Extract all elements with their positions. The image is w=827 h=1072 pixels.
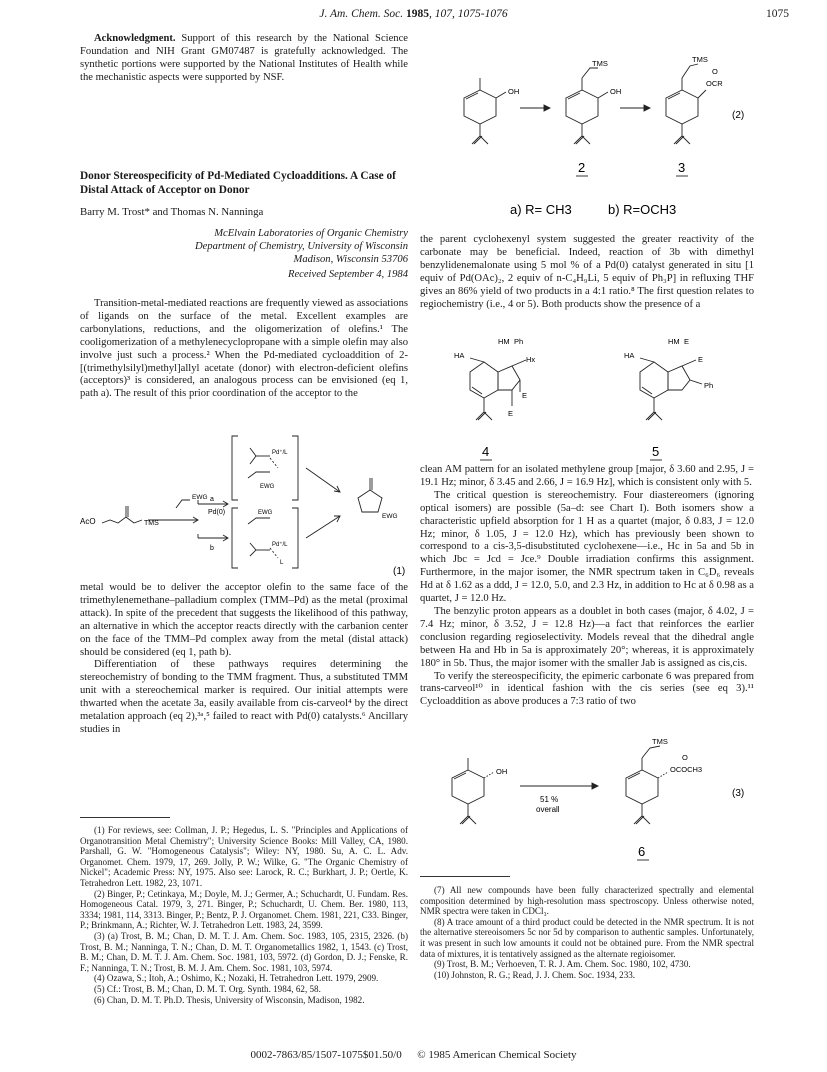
eq3-ococh3-label: OCOCH3 (670, 765, 703, 774)
affiliation-line-1: McElvain Laboratories of Organic Chemistry (214, 227, 408, 239)
running-header (0, 8, 827, 20)
footnote-6: (6) Chan, D. M. T. Ph.D. Thesis, University of Wisconsin, Madison, 1982. (94, 994, 365, 1005)
footnote-10: (10) Johnston, R. G.; Read, J. J. Chem. Soc. 1934, 233. (434, 969, 636, 980)
scheme-eq2 (420, 52, 754, 230)
eq1-path-b: b (210, 545, 214, 552)
eq3-o-label: O (682, 753, 688, 762)
eq2-compound-2: 2 (578, 160, 586, 175)
footnotes-left (80, 825, 408, 1005)
right-paragraph-1: the parent cyclohexenyl system suggested the greater reactivity of the carbonate may be beneficial. Indeed, reaction of 3b with dimethyl benzylidenemalonate using 5 mol % of a Pd(0) catalyst generated in situ [1 equiv of Pd(OAc)₂, 2 equiv of n-C₄H₉Li, 5 equiv of Ph₃P] in refluxing THF gives an 86% yield of two products in a 4:1 ratio.⁸ The first question relates to regiochemistry (i.e., 4 or 5). Both products show the presence of a (420, 234, 754, 310)
body-paragraph-1: Transition-metal-mediated reactions are frequently viewed as associations of ligands on the surface of the metal. Excellent examples are carbonylations, reductions, and the oligomerization of olefins.¹ The cooligomerization of a methylenecyclopropane with a simple olefin may also involve just such a process.² When the Pd-mediated cycloaddition of 2-[(trimethylsilyl)methyl]allyl acetate (donor) with electron-deficient olefins (acceptors)³ is considered, an analogous process can be envisioned (eq 1, path a). The result of this prior coordination of the acceptor to the (80, 298, 408, 400)
eq2-tms-label-2: TMS (592, 59, 608, 68)
footnote-4: (4) Ozawa, S.; Itoh, A.; Oshimo, K.; Nozaki, H. Tetrahedron Lett. 1979, 2909. (94, 973, 379, 984)
footnote-2: (2) Binger, P.; Cetinkaya, M.; Doyle, M. J.; Germer, A.; Schuchardt, U. Fundam. Res. Homogeneous Catal. 1979, 3, 271. Binger, P.; Schuchardt, U. Chem. Ber. 1980, 113, 3334; 1981, 114, 3313. Binger, P.; Bentz, P. J. Organomet. Chem. 1981, 221, C33. Binger, P.; Brinkmann, A.; Richter, W. J. Tetrahedron Lett. 1983, 24, 3599. (80, 888, 408, 931)
footnote-rule-right (420, 876, 510, 877)
journal-volume-pages: , 107, 1075-1076 (429, 8, 508, 20)
acknowledgment (80, 33, 408, 85)
scheme-products-4-5 (420, 332, 754, 464)
right-paragraph-5: To verify the stereospecificity, the epimeric carbonate 6 was prepared from trans-carveol¹⁰ in identical fashion with the cis series (see eq 3).¹¹ Cycloaddition as above produces a 7:3 ratio of two (420, 670, 754, 708)
eq1-ewg-label-a: EWG (260, 484, 275, 490)
page-footer (0, 1049, 827, 1061)
eq1-number: (1) (393, 566, 406, 577)
eq1-tms-label: TMS (144, 520, 159, 527)
eq2-tms-label-3: TMS (692, 55, 708, 64)
product4-hm: HM (498, 337, 510, 346)
journal-name: J. Am. Chem. Soc. (319, 8, 404, 20)
product-compound-4: 4 (482, 444, 490, 459)
eq1-ewg-label-product: EWG (382, 513, 398, 520)
ack-lead: Acknowledgment. (94, 33, 176, 44)
eq2-option-b: b) R=OCH3 (608, 202, 677, 217)
product4-hx: Hx (526, 355, 536, 364)
ack-text: Support of this research by the National Science Foundation and NIH Grant GM07487 is gratefully acknowledged. The synthetic portions were supported by the National Institutes of Health while the mechanistic aspects were supported by NSF. (80, 33, 408, 83)
right-paragraph-2: clean AM pattern for an isolated methylene group [major, δ 3.60 and 2.95, J = 19.1 Hz; minor, δ 3.45 and 2.66, J = 16.9 Hz], which is consistent only with 5. (420, 464, 754, 488)
footer-code: 0002-7863/85/1507-1075$01.50/0 (250, 1049, 402, 1061)
eq2-oh-label-1: OH (508, 87, 520, 96)
received-date: Received September 4, 1984 (287, 268, 408, 280)
eq1-pd-complex-b: Pd⁺/L (272, 542, 288, 548)
eq3-number: (3) (732, 788, 745, 799)
article-authors: Barry M. Trost* and Thomas N. Nanninga (80, 206, 264, 218)
eq2-ester-ocr: OCR (706, 79, 723, 88)
footer-copyright: © 1985 American Chemical Society (417, 1049, 577, 1061)
right-paragraph-4: The benzylic proton appears as a doublet in both cases (major, δ 4.02, J = 7.4 Hz; minor, δ 3.52, J = 12.8 Hz)—a fact that reinforces the earlier conclusion regarding regioselectivity. Models reveal that the dihedral angle between Ha and Hb in 5a is approximately 20°; whereas, it is approximately 180° in 5b. Thus, the major isomer with the smaller Jab is assigned as cis,cis. (420, 605, 754, 669)
eq2-number: (2) (732, 110, 745, 121)
eq1-ewg-label-start: EWG (192, 494, 208, 501)
eq1-ligand-label: L (280, 560, 284, 566)
body-paragraph-2: metal would be to deliver the acceptor olefin to the same face of the trimethylenemethane–palladium complex (TMM–Pd) as the metal (proximal attack). In spite of the precedent that suggests the likelihood of this pathway, an alternative in which the acceptor reacts directly with the carbanion center on the face of the TMM–Pd complex away from the metal (distal attack) should be considered (eq 1, path b). Differentiation of these pathways requires determining the stereochemistry of bonding to the TMM fragment. Thus, a substituted TMM unit with a stereochemical marker is required. Our initial attempts were thwarted when the acetate 3a, easily available from cis-carveol⁴ by the direct metalation approach (eq 2),³ᵃ,⁵ failed to react with Pd(0) catalysts.⁶ Ancillary studies in (80, 582, 408, 735)
body-paragraph-3: Differentiation of these pathways requires determining the stereochemistry of bonding to the TMM fragment. Thus, a substituted TMM unit with a stereochemical marker is required. Our initial attempts were thwarted when the acetate 3a, easily available from cis-carveol⁴ by the direct metalation approach (eq 2),³ᵃ,⁵ failed to react with Pd(0) catalysts.⁶ Ancillary studies in (80, 659, 408, 735)
eq1-pd0-label: Pd(0) (208, 509, 226, 516)
eq2-ester-o: O (712, 67, 718, 76)
footnotes-right (420, 885, 754, 980)
footnote-8: (8) A trace amount of a third product could be detected in the NMR spectrum. It is not the alternative stereoisomers 5c nor 5d by comparison to authentic samples. Unfortunately, it was present in such low amounts it could not be obtained pure. From the NMR spectral data of mixtures, it is tentatively assigned as the alternate regioisomer. (420, 916, 754, 959)
eq3-tms-label: TMS (652, 737, 668, 746)
footnote-9: (9) Trost, B. M.; Verhoeven, T. R. J. Am. Chem. Soc. 1980, 102, 4730. (434, 959, 691, 970)
scheme-eq3 (420, 737, 754, 864)
product4-ph: Ph (514, 337, 524, 346)
scheme-eq1 (80, 428, 408, 578)
eq1-pd-complex-a: Pd⁺/L (272, 450, 288, 456)
product5-ha: HA (624, 351, 635, 360)
affiliation-line-2: Department of Chemistry, University of Wisconsin (194, 240, 408, 252)
right-paragraph-3: The critical question is stereochemistry. Four diastereomers (ignoring optical isomers) are possible (5a–d: see Chart I). Both isomers show a characteristic upfield absorption for 1 H as a quartet (major, δ 0.83, J = 12.0 Hz; minor, δ 1.05, J = 12.0 Hz), which has previously been shown to correspond to a cis-3,5-disubstituted cyclohexene—i.e., Hc in 5a and 5b in which Jbc = Jcd = Jce.⁹ Double irradiation confirms this assignment. Furthermore, in the major isomer, the NMR spectrum taken in C₆D₆ reveals Hd at δ 1.62 as a ddd, J = 12.0, 5.0, and 2.3 Hz, in addition to Hc at δ 0.98 as a quartet, J = 12.0 Hz. (420, 489, 754, 605)
product5-e-2: E (698, 355, 704, 364)
eq1-ewg-label-b: EWG (258, 510, 273, 516)
footnote-3: (3) (a) Trost, B. M.; Chan, D. M. T. J. Am. Chem. Soc. 1983, 105, 2315, 2326. (b) Trost, B. M.; Nanninga, T. N.; Chan, D. M. T. Organometallics 1982, 1, 1543. (c) Trost, B. M.; Chan, D. M. T. J. Am. Chem. Soc. 1981, 103, 5972. (d) Gordon, D. J.; Fenske, R. F.; Nanninga, T. N.; Trost, B. M. J. Am. Chem. Soc. 1981, 103, 5974. (80, 930, 408, 973)
footnote-1: (1) For reviews, see: Collman, J. P.; Hegedus, L. S. "Principles and Applications of Organotransition Metal Chemistry"; University Science Books: Mill Valley, CA, 1980. Parshall, G. W. "Homogeneous Catalysis"; Wiley: NY, 1980. Su, A. C. L. Adv. Organomet. Chem. 1979, 17, 269. Jolly, P. W.; Wilke, G. "The Organic Chemistry of Nickel"; Academic Press: NY, 1975. Also see: Larock, R. C.; Burkhart, J. P.; Oertle, K. Tetrahedron Lett. 1982, 23, 1071. (80, 825, 408, 888)
eq2-option-a: a) R= CH3 (510, 202, 572, 217)
product4-ha: HA (454, 351, 465, 360)
eq3-yield-note: overall (536, 805, 560, 814)
eq2-oh-label-2: OH (610, 87, 622, 96)
eq1-path-a: a (210, 496, 214, 503)
footnote-5: (5) Cf.: Trost, B. M.; Chan, D. M. T. Org. Synth. 1984, 62, 58. (94, 983, 321, 994)
product4-e-2: E (508, 409, 514, 418)
eq3-compound-6: 6 (638, 844, 646, 859)
product5-ph: Ph (704, 381, 714, 390)
eq1-aco-label: AcO (80, 517, 96, 526)
footnote-rule-left (80, 817, 170, 818)
product-compound-5: 5 (652, 444, 660, 459)
product5-e-1: E (684, 337, 690, 346)
product5-hm: HM (668, 337, 680, 346)
eq3-yield: 51 % (540, 795, 559, 804)
page-number: 1075 (766, 8, 789, 20)
footnote-7: (7) All new compounds have been fully characterized spectrally and elemental composition determined by high-resolution mass spectroscopy. Unless otherwise noted, NMR spectra were taken in CDCl₃. (420, 885, 754, 917)
eq3-oh-label: OH (496, 767, 508, 776)
article-heading (80, 170, 408, 282)
product4-e-1: E (522, 391, 528, 400)
eq2-compound-3: 3 (678, 160, 686, 175)
affiliation-line-3: Madison, Wisconsin 53706 (293, 253, 408, 265)
right-paragraphs (420, 464, 754, 709)
journal-year: 1985 (406, 8, 430, 20)
article-title: Donor Stereospecificity of Pd-Mediated Cycloadditions. A Case of Distal Attack of Acceptor on Donor (80, 170, 396, 196)
